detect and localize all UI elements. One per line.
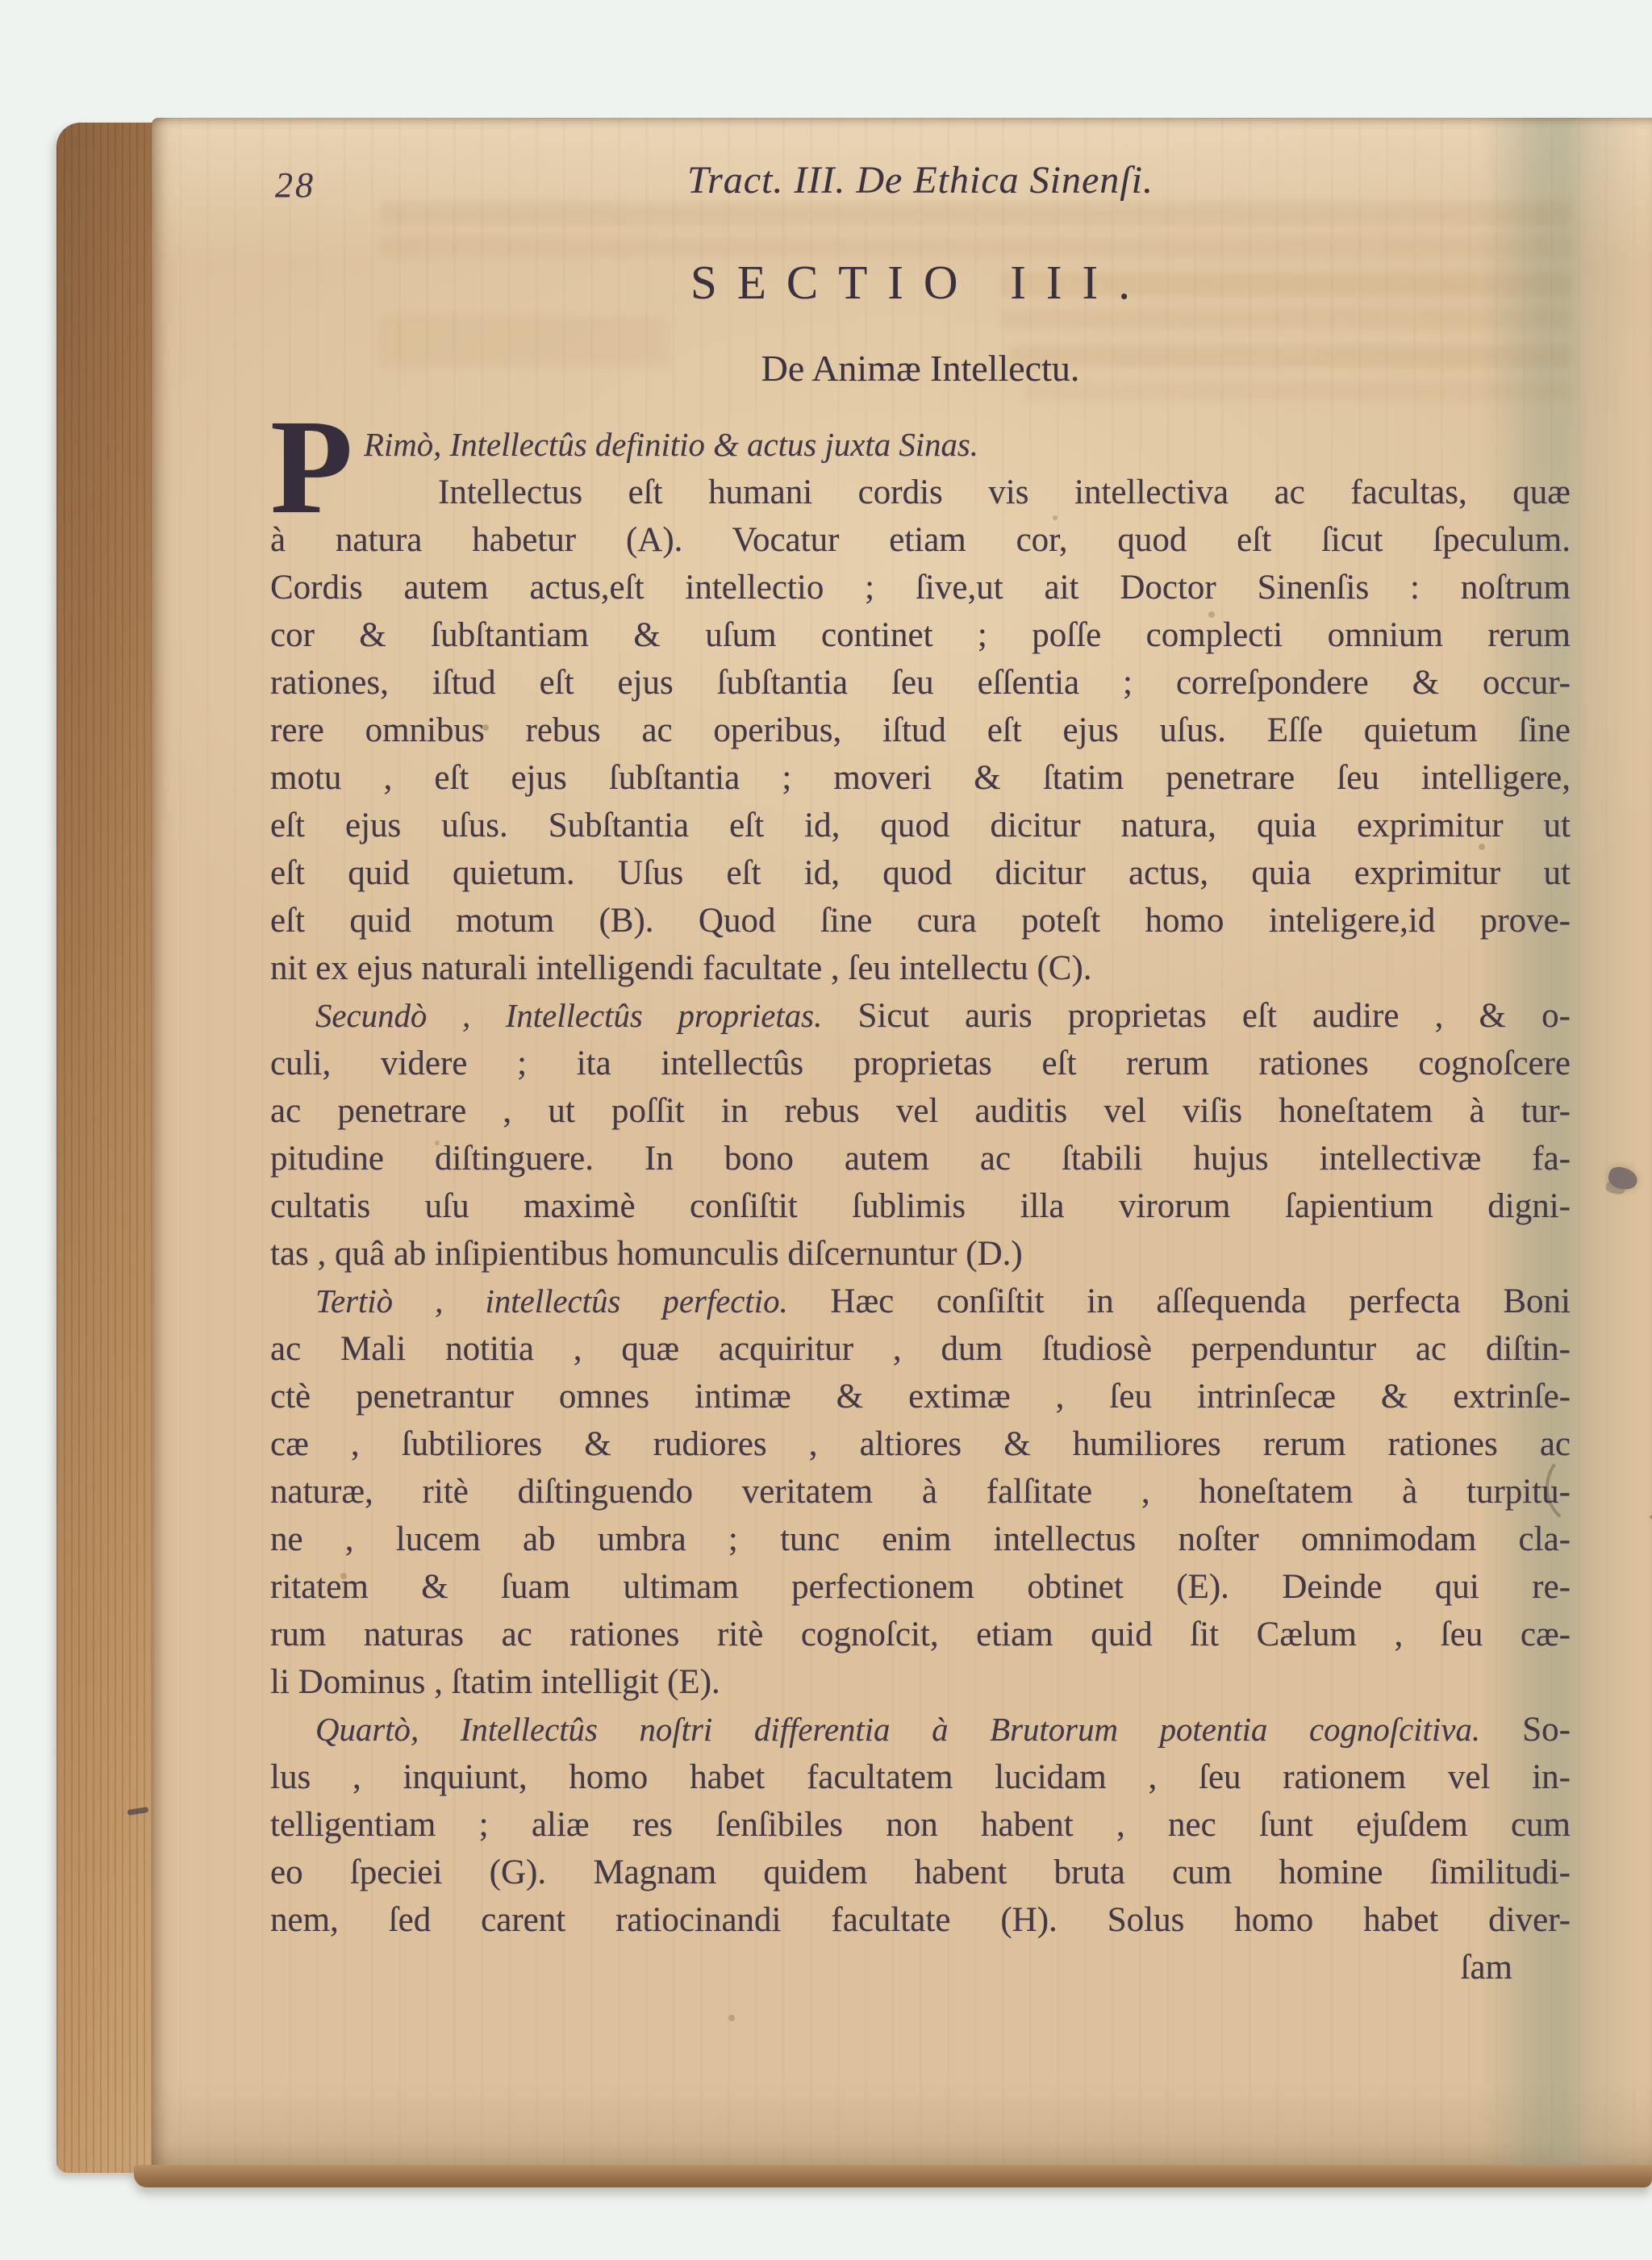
roman-text: cæ , ſubtiliores & rudiores , altiores & humiliores rerum rationes ac <box>270 1425 1571 1463</box>
roman-text: pitudine diſtinguere. In bono autem ac ſtabili hujus intellectivæ fa- <box>270 1140 1571 1178</box>
text-block <box>270 158 1571 1987</box>
page-number: 28 <box>275 165 315 205</box>
text-line <box>270 802 1571 849</box>
italic-lead-in: Rimò, Intellectûs definitio & actus juxta Sinas. <box>364 427 979 463</box>
roman-text: tas , quâ ab inſipientibus homunculis diſcernuntur (D.) <box>270 1235 1023 1273</box>
text-line <box>270 1182 1571 1230</box>
text-line <box>270 1563 1571 1611</box>
roman-text: ritatem & ſuam ultimam perfectionem obtinet (E). Deinde qui re- <box>270 1568 1571 1606</box>
bleed-through-smudge <box>379 236 1573 256</box>
roman-text: lus , inquiunt, homo habet facultatem lucidam , ſeu rationem vel in- <box>270 1758 1571 1796</box>
roman-text: eſt ejus uſus. Subſtantia eſt id, quod dicitur natura, quia exprimitur ut <box>270 807 1571 844</box>
paragraph <box>270 1706 1571 1944</box>
text-line <box>270 564 1571 611</box>
text-line <box>270 1325 1571 1373</box>
italic-lead-in: Quartò, Intellectûs noſtri differentia à Brutorum potentia cognoſcitiva. <box>315 1712 1481 1748</box>
text-line <box>270 1278 1571 1325</box>
roman-text: rere omnibus rebus ac operibus, iſtud eſt ejus uſus. Eſſe quietum ſine <box>270 711 1571 749</box>
roman-text: li Dominus , ſtatim intelligit (E). <box>270 1663 720 1701</box>
text-line <box>270 1230 1571 1278</box>
paragraph <box>270 1278 1571 1706</box>
text-line <box>270 992 1571 1040</box>
running-head <box>270 158 1571 211</box>
text-line <box>270 1087 1571 1135</box>
text-line <box>270 1420 1571 1468</box>
paragraph <box>270 992 1571 1278</box>
roman-text: ac Mali notitia , quæ acquiritur , dum ſtudiosè perpenduntur ac diſtin- <box>270 1330 1571 1368</box>
text-line <box>270 1516 1571 1563</box>
roman-text: naturæ, ritè diſtinguendo veritatem à falſitate , honeſtatem à turpitu- <box>270 1473 1571 1511</box>
text-line <box>270 897 1571 944</box>
section-subheading: De Animæ Intellectu. <box>761 348 1080 389</box>
roman-text: rationes, iſtud eſt ejus ſubſtantia ſeu eſſentia ; correſpondere & occur- <box>270 664 1571 702</box>
text-line <box>270 659 1571 707</box>
text-line <box>270 1135 1571 1182</box>
italic-lead-in: Tertiò , intellectûs perfectio. <box>315 1283 788 1320</box>
paragraphs <box>270 392 1571 1991</box>
paragraph <box>270 392 1571 992</box>
roman-text: motu , eſt ejus ſubſtantia ; moveri & ſtatim penetrare ſeu intelligere, <box>270 759 1571 797</box>
paper-flecks <box>0 0 3 3</box>
text-line <box>270 1753 1571 1801</box>
text-line <box>270 1611 1571 1658</box>
text-line <box>270 1801 1571 1849</box>
drop-cap: P <box>270 392 353 542</box>
catchword: ſam <box>1460 1949 1512 1987</box>
roman-text: cor & ſubſtantiam & uſum continet ; poſſe complecti omnium rerum <box>270 616 1571 654</box>
roman-text: culi, videre ; ita intellectûs proprietas eſt rerum rationes cognoſcere <box>270 1045 1571 1082</box>
text-line <box>270 1896 1571 1944</box>
roman-text: Sicut auris proprietas eſt audire , & o- <box>857 997 1571 1035</box>
roman-text: ne , lucem ab umbra ; tunc enim intellectus noſter omnimodam cla- <box>270 1520 1571 1558</box>
text-line <box>270 1373 1571 1420</box>
text-line <box>270 707 1571 754</box>
text-line <box>270 944 1571 992</box>
roman-text: ac penetrare , ut poſſit in rebus vel auditis vel viſis honeſtatem à tur- <box>270 1092 1571 1130</box>
text-line <box>270 849 1571 897</box>
text-line <box>364 469 1571 516</box>
roman-text: nem, ſed carent ratiocinandi facultate (H). Solus homo habet diver- <box>270 1901 1571 1939</box>
text-line <box>270 1040 1571 1087</box>
roman-text: Hæc conſiſtit in aſſequenda perfecta Boni <box>830 1282 1571 1320</box>
section-heading: SECTIO III. <box>690 256 1150 309</box>
text-line <box>270 611 1571 659</box>
roman-text: eo ſpeciei (G). Magnam quidem habent bruta cum homine ſimilitudi- <box>270 1853 1571 1891</box>
roman-text: eſt quid motum (B). Quod ſine cura poteſt homo inteligere,id prove- <box>270 902 1571 940</box>
roman-text: Intellectus eſt humani cordis vis intellectiva ac facultas, quæ <box>438 473 1571 511</box>
running-title: Tract. III. De Ethica Sinenſi. <box>687 159 1153 202</box>
roman-text: eſt quid quietum. Uſus eſt id, quod dicitur actus, quia exprimitur ut <box>270 854 1571 892</box>
roman-text: Cordis autem actus,eſt intellectio ; ſive,ut ait Doctor Sinenſis : noſtrum <box>270 569 1571 607</box>
roman-text: nit ex ejus naturali intelligendi facultate , ſeu intellectu (C). <box>270 949 1092 987</box>
roman-text: à natura habetur (A). Vocatur etiam cor, quod eſt ſicut ſpeculum. <box>270 521 1571 559</box>
page-bottom-edge <box>134 2165 1652 2187</box>
roman-text: ctè penetrantur omnes intimæ & extimæ , ſeu intrinſecæ & extrinſe- <box>270 1378 1571 1416</box>
text-line <box>270 1849 1571 1896</box>
text-line <box>364 421 1571 469</box>
text-line <box>270 516 1571 564</box>
roman-text: So- <box>1522 1711 1571 1749</box>
text-line <box>270 1658 1571 1706</box>
roman-text: telligentiam ; aliæ res ſenſibiles non habent , nec ſunt ejuſdem cum <box>270 1806 1571 1844</box>
italic-lead-in: Secundò , Intellectûs proprietas. <box>315 998 823 1034</box>
text-line <box>270 1468 1571 1516</box>
bleed-through-smudge <box>1000 308 1573 329</box>
text-line <box>270 1706 1571 1753</box>
text-line <box>270 754 1571 802</box>
roman-text: rum naturas ac rationes ritè cognoſcit, etiam quid ſit Cælum , ſeu cæ- <box>270 1616 1571 1653</box>
roman-text: cultatis uſu maximè conſiſtit ſublimis illa virorum ſapientium digni- <box>270 1187 1571 1225</box>
